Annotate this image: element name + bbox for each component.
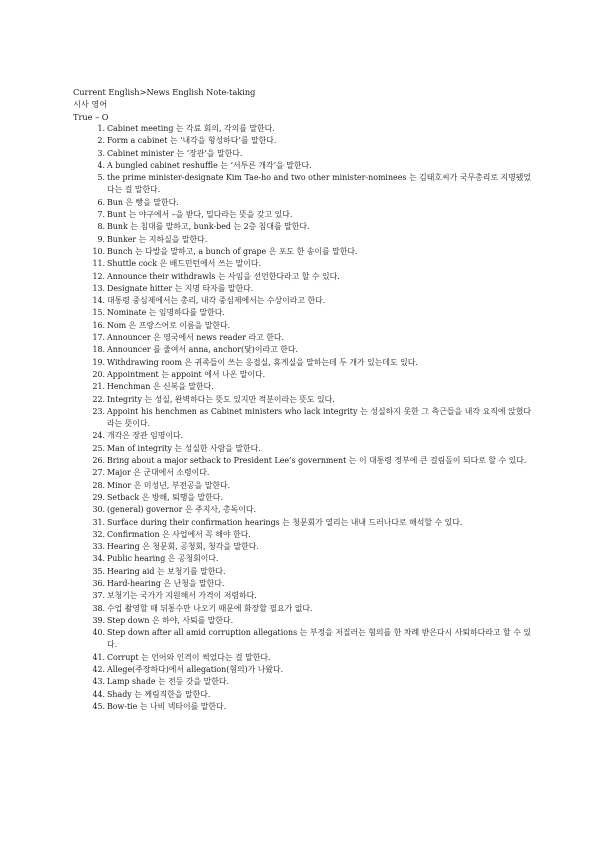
- item-text: Form a cabinet 는 ‘내각을 형성하다’를 말한다.: [107, 136, 277, 146]
- list-item: [91, 566, 531, 578]
- item-text: Hearing 은 청문회, 공청회, 청각을 말한다.: [107, 542, 259, 552]
- item-text: Henchman 은 신복을 말한다.: [107, 382, 214, 392]
- item-text: Cabinet minister 는 ‘장관’을 말한다.: [107, 148, 243, 158]
- item-number: 33 .: [91, 541, 105, 553]
- item-number: 22 .: [91, 394, 105, 406]
- item-number: 25 .: [91, 443, 105, 455]
- item-number: 10 .: [91, 246, 105, 258]
- document-header: [73, 86, 533, 123]
- list-item: [91, 615, 531, 627]
- item-number: 32 .: [91, 529, 105, 541]
- item-text: 수업 촬영할 때 뒤통수만 나오기 때문에 화장할 필요가 없다.: [107, 603, 313, 613]
- item-number: 29 .: [91, 492, 105, 504]
- list-item: [91, 504, 531, 516]
- item-text: Shady 는 께림직한을 말한다.: [107, 689, 211, 699]
- item-text: Step down after all amid corruption allegations 는 부정을 저질러는 혐의를 한 차례 받은다시 사퇴하다라고 할 수 있다.: [107, 628, 531, 650]
- list-item: [91, 320, 531, 332]
- item-text: (general) governor 은 주지사, 총독이다.: [107, 505, 256, 515]
- list-item: [91, 160, 531, 172]
- list-item: [91, 603, 531, 615]
- list-item: [91, 234, 531, 246]
- item-number: 27 .: [91, 467, 105, 479]
- list-item: [91, 430, 531, 442]
- item-text: Announcer 를 줄여서 anna, anchor(닻)이라고 한다.: [107, 345, 298, 355]
- item-number: 23 .: [91, 406, 105, 418]
- list-item: [91, 529, 531, 541]
- item-text: Bow-tie 는 나비 넥타이를 말한다.: [107, 701, 227, 711]
- item-text: Designate hitter 는 지명 타자를 말한다.: [107, 283, 254, 293]
- item-number: 26 .: [91, 455, 105, 467]
- list-item: [91, 369, 531, 381]
- item-number: 31 .: [91, 517, 105, 529]
- item-text: Appointment 는 appoint 에서 나온 말이다.: [107, 369, 266, 379]
- item-number: 28 .: [91, 480, 105, 492]
- item-text: Announcer 은 영국에서 news reader 라고 한다.: [107, 333, 284, 343]
- item-number: 36 .: [91, 578, 105, 590]
- list-item: [91, 332, 531, 344]
- list-item: [91, 689, 531, 701]
- item-text: Bun 은 빵을 말한다.: [107, 197, 179, 207]
- item-text: Hearing aid 는 보청기를 말한다.: [107, 566, 226, 576]
- item-number: 43 .: [91, 676, 105, 688]
- item-text: Nominate 는 임명하다를 말한다.: [107, 308, 225, 318]
- list-item: [91, 553, 531, 565]
- list-item: [91, 209, 531, 221]
- item-number: 18 .: [91, 344, 105, 356]
- list-item: [91, 517, 531, 529]
- item-text: 대통령 중심제에서는 총리, 내각 중심제에서는 수상이라고 한다.: [107, 296, 326, 306]
- item-text: Corrupt 는 언어와 인격이 썩었다는 걸 말한다.: [107, 652, 271, 662]
- item-number: 1 .: [91, 123, 105, 135]
- list-item: [91, 652, 531, 664]
- item-number: 14 .: [91, 295, 105, 307]
- list-item: [91, 148, 531, 160]
- list-item: [91, 295, 531, 307]
- list-item: [91, 172, 531, 197]
- item-number: 17 .: [91, 332, 105, 344]
- item-text: Withdrawing room 은 귀족들이 쓰는 응접실, 휴게실을 말하는데 두 개가 있는데도 있다.: [107, 357, 418, 367]
- item-text: Confirmation 은 사업에서 꼭 해야 한다.: [107, 529, 251, 539]
- item-text: Integrity 는 성실, 완벽하다는 뜻도 있지만 적분이라는 뜻도 있다.: [107, 394, 335, 404]
- list-item: [91, 394, 531, 406]
- item-text: Cabinet meeting 는 각료 회의, 각의를 말한다.: [107, 124, 275, 133]
- item-number: 41 .: [91, 652, 105, 664]
- item-text: Lamp shade 는 전등 갓을 말한다.: [107, 677, 230, 687]
- item-text: Allege(주장하다)에서 allegation(혐의)가 나왔다.: [107, 665, 284, 675]
- item-text: Public hearing 은 공청회이다.: [107, 554, 219, 564]
- item-text: 개각은 장관 임명이다.: [107, 431, 184, 441]
- item-text: 보청기는 국가가 지원해서 가격이 저렴하다.: [107, 591, 257, 601]
- item-number: 13 .: [91, 283, 105, 295]
- item-text: Setback 은 방해, 퇴행을 말한다.: [107, 492, 223, 502]
- list-item: [91, 197, 531, 209]
- item-number: 39 .: [91, 615, 105, 627]
- list-item: [91, 307, 531, 319]
- list-item: [91, 221, 531, 233]
- item-number: 42 .: [91, 664, 105, 676]
- item-number: 34 .: [91, 553, 105, 565]
- breadcrumb: Current English>News English Note-taking: [73, 87, 256, 97]
- list-item: [91, 283, 531, 295]
- item-text: Man of integrity 는 성실한 사람을 말한다.: [107, 443, 261, 453]
- item-number: 19 .: [91, 357, 105, 369]
- list-item: [91, 455, 531, 467]
- item-number: 3 .: [91, 148, 105, 160]
- item-number: 5 .: [91, 172, 105, 184]
- list-item: [91, 676, 531, 688]
- item-text: A bungled cabinet reshuffle 는 ‘서투른 개각’을 말한다.: [107, 160, 312, 170]
- item-text: Bring about a major setback to President Lee’s government 는 이 대통령 정부에 큰 걸림돌이 되다로 할 수 있다.: [107, 456, 527, 466]
- note-list: [91, 123, 531, 713]
- list-item: [91, 701, 531, 713]
- list-item: [91, 344, 531, 356]
- item-text: Hard-hearing 은 난청을 말한다.: [107, 578, 225, 588]
- item-text: Step down 은 하야, 사퇴를 말한다.: [107, 615, 234, 625]
- item-number: 15 .: [91, 307, 105, 319]
- item-number: 38 .: [91, 603, 105, 615]
- item-text: Major 은 군대에서 소령이다.: [107, 468, 210, 478]
- list-item: [91, 480, 531, 492]
- list-item: [91, 271, 531, 283]
- item-number: 44 .: [91, 689, 105, 701]
- list-item: [91, 406, 531, 431]
- item-text: Bunker 는 지하실을 말한다.: [107, 234, 208, 244]
- item-number: 11 .: [91, 258, 105, 270]
- item-number: 4 .: [91, 160, 105, 172]
- item-text: Nom 은 프랑스어로 이름을 말한다.: [107, 320, 231, 330]
- list-item: [91, 541, 531, 553]
- item-text: Announce their withdrawls 는 사임을 선언한다라고 할 수 있다.: [107, 271, 340, 281]
- item-text: the prime minister-designate Kim Tae-ho and two other minister-nominees 는 김태호씨가 국무총리로 지명됐었다는 걸 말한다.: [107, 173, 531, 195]
- item-number: 37 .: [91, 590, 105, 602]
- item-text: Appoint his henchmen as Cabinet ministers who lack integrity 는 성실하지 못한 그 측근들을 내각 요직에 앉혔다라는 뜻이다.: [107, 406, 531, 429]
- list-item: [91, 135, 531, 147]
- item-number: 35 .: [91, 566, 105, 578]
- item-text: Bunk 는 침대를 말하고, bunk-bed 는 2층 침대를 말한다.: [107, 222, 310, 232]
- list-item: [91, 123, 531, 135]
- item-number: 40 .: [91, 627, 105, 639]
- list-item: [91, 627, 531, 652]
- item-number: 20 .: [91, 369, 105, 381]
- item-number: 8 .: [91, 221, 105, 233]
- item-number: 24 .: [91, 430, 105, 442]
- list-item: [91, 443, 531, 455]
- list-item: [91, 467, 531, 479]
- item-number: 21 .: [91, 381, 105, 393]
- item-number: 12 .: [91, 271, 105, 283]
- item-number: 16 .: [91, 320, 105, 332]
- item-text: Surface during their confirmation hearings 는 청문회가 열리는 내내 드러나다로 해석할 수 있다.: [107, 517, 463, 527]
- item-number: 45 .: [91, 701, 105, 713]
- item-number: 9 .: [91, 234, 105, 246]
- item-text: Shuttle cock 은 배드민턴에서 쓰는 말이다.: [107, 259, 261, 269]
- list-item: [91, 381, 531, 393]
- item-number: 6 .: [91, 197, 105, 209]
- item-text: Minor 은 미성년, 부전공을 말한다.: [107, 480, 231, 490]
- item-text: Bunt 는 야구에서 –을 받다, 밀다라는 뜻을 갖고 있다.: [107, 210, 293, 220]
- answer-key: True – O: [73, 111, 109, 122]
- list-item: [91, 258, 531, 270]
- list-item: [91, 492, 531, 504]
- item-number: 30 .: [91, 504, 105, 516]
- list-item: [91, 357, 531, 369]
- list-item: [91, 246, 531, 258]
- list-item: [91, 590, 531, 602]
- page-subtitle: 시사 영어: [73, 99, 108, 110]
- item-text: Bunch 는 다발을 말하고, a bunch of grape 은 포도 한 송이를 말한다.: [107, 246, 358, 256]
- list-item: [91, 578, 531, 590]
- item-number: 7 .: [91, 209, 105, 221]
- list-item: [91, 664, 531, 676]
- item-number: 2 .: [91, 135, 105, 147]
